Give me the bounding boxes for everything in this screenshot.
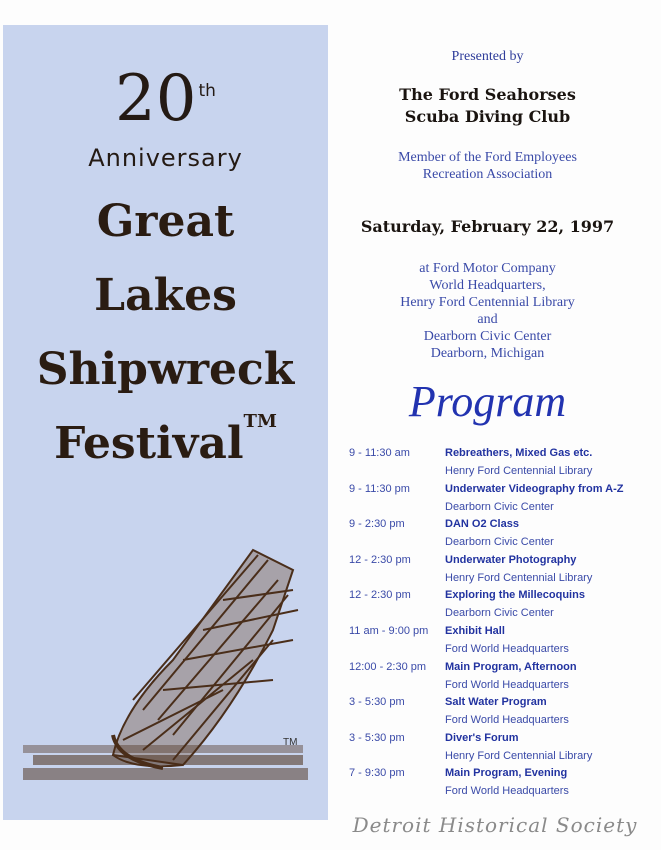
schedule-location: Dearborn Civic Center	[445, 607, 554, 620]
presented-by: Presented by	[451, 49, 524, 64]
address-line: Henry Ford Centennial Library	[400, 295, 575, 310]
program-heading: Program	[408, 377, 567, 426]
schedule-list	[349, 447, 654, 803]
schedule-event: Exhibit Hall	[445, 624, 505, 637]
schedule-item	[349, 696, 654, 732]
schedule-location: Henry Ford Centennial Library	[445, 571, 593, 584]
membership	[330, 149, 645, 183]
schedule-item	[349, 732, 654, 768]
schedule-item	[349, 518, 654, 554]
schedule-event: Main Program, Afternoon	[445, 660, 577, 673]
schedule-time: 11 am - 9:00 pm	[349, 624, 429, 637]
event-date: Saturday, February 22, 1997	[360, 217, 615, 236]
schedule-time: 12 - 2:30 pm	[349, 589, 411, 602]
schedule-location: Ford World Headquarters	[445, 678, 569, 691]
address-line: Dearborn, Michigan	[430, 346, 545, 361]
cover-panel	[3, 25, 328, 820]
address-line: Dearborn Civic Center	[423, 329, 552, 344]
schedule-time: 7 - 9:30 pm	[349, 767, 405, 780]
schedule-item	[349, 767, 654, 803]
schedule-location: Ford World Headquarters	[445, 642, 569, 655]
club-line: The Ford Seahorses	[399, 85, 576, 104]
shipwreck-illustration	[23, 540, 313, 790]
watermark: Detroit Historical Society	[352, 813, 638, 837]
trademark: TM	[243, 411, 277, 432]
schedule-time: 3 - 5:30 pm	[349, 731, 405, 744]
schedule-event: Salt Water Program	[445, 696, 547, 709]
schedule-event: Main Program, Evening	[445, 767, 568, 780]
address-line: at Ford Motor Company	[419, 261, 556, 276]
schedule-item	[349, 447, 654, 483]
schedule-location: Ford World Headquarters	[445, 714, 569, 727]
schedule-time: 9 - 11:30 pm	[349, 482, 410, 495]
schedule-item	[349, 554, 654, 590]
illustration-trademark: TM	[283, 737, 298, 748]
schedule-location: Dearborn Civic Center	[445, 536, 554, 549]
schedule-location: Dearborn Civic Center	[445, 500, 554, 513]
schedule-event: Rebreathers, Mixed Gas etc.	[445, 447, 593, 459]
title-line: Shipwreck	[36, 344, 295, 395]
venue-address	[330, 260, 645, 362]
schedule-time: 9 - 11:30 am	[349, 447, 410, 459]
address-line: World Headquarters,	[429, 278, 546, 293]
schedule-location: Ford World Headquarters	[445, 785, 569, 798]
schedule-item	[349, 589, 654, 625]
schedule-time: 12 - 2:30 pm	[349, 553, 411, 566]
title-line: Great	[96, 196, 235, 247]
festival-title	[3, 185, 328, 481]
schedule-time: 3 - 5:30 pm	[349, 696, 405, 709]
club-name	[330, 84, 645, 128]
schedule-time: 12:00 - 2:30 pm	[349, 660, 427, 673]
club-line: Scuba Diving Club	[404, 107, 571, 126]
title-line	[3, 407, 328, 481]
address-line: and	[477, 312, 498, 327]
anniversary-suffix: th	[198, 81, 216, 101]
schedule-event: Exploring the Millecoquins	[445, 589, 585, 602]
anniversary-number: 20	[115, 62, 197, 136]
member-line: Recreation Association	[422, 167, 553, 182]
schedule-event: Underwater Photography	[445, 553, 577, 566]
anniversary-logo	[3, 61, 328, 137]
title-line-text: Festival	[54, 418, 244, 469]
anniversary-label: Anniversary	[88, 144, 243, 172]
schedule-item	[349, 483, 654, 519]
schedule-location: Henry Ford Centennial Library	[445, 749, 593, 762]
schedule-item	[349, 625, 654, 661]
title-line: Lakes	[94, 270, 237, 321]
schedule-time: 9 - 2:30 pm	[349, 518, 405, 531]
schedule-item	[349, 661, 654, 697]
schedule-event: Diver's Forum	[445, 731, 519, 744]
member-line: Member of the Ford Employees	[398, 150, 577, 165]
schedule-event: DAN O2 Class	[445, 518, 519, 531]
schedule-event: Underwater Videography from A-Z	[445, 482, 624, 495]
schedule-location: Henry Ford Centennial Library	[445, 465, 593, 477]
